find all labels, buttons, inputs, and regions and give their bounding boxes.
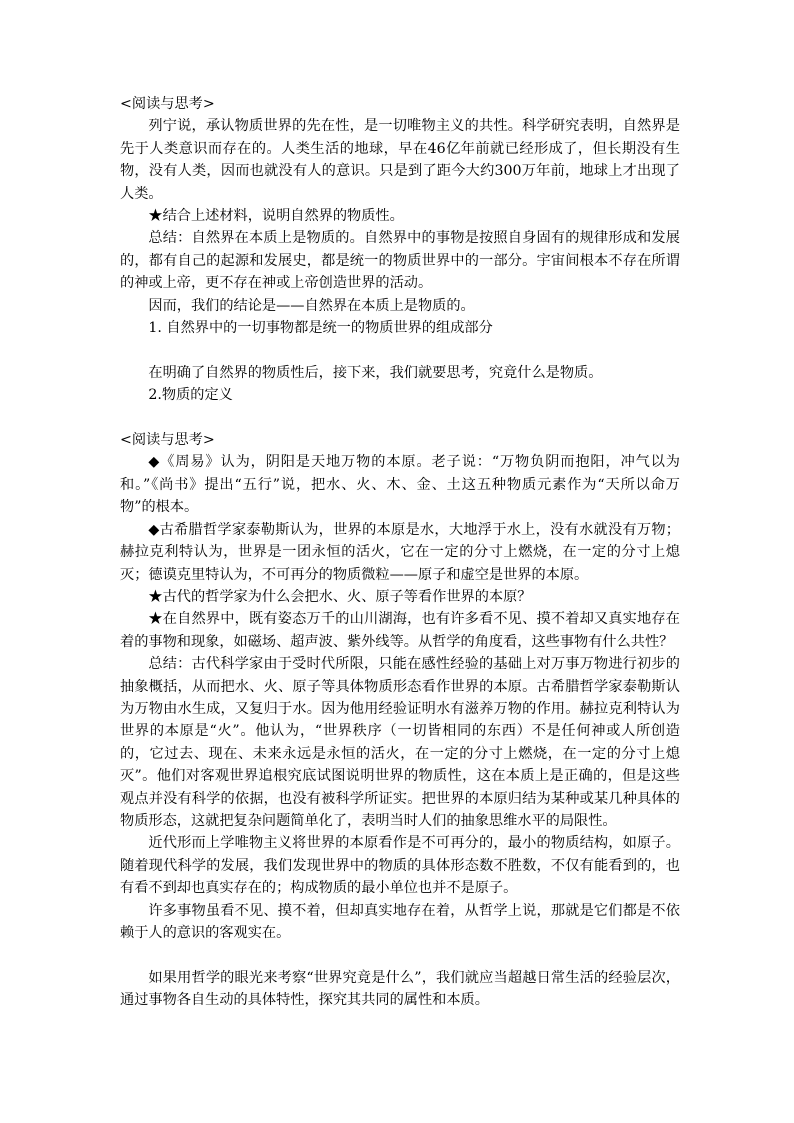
question-ancient-philosophers: ★古代的哲学家为什么会把水、火、原子等看作世界的本原？ — [148, 588, 532, 605]
transition-paragraph: 在明确了自然界的物质性后，接下来，我们就要思考，究竟什么是物质。 — [148, 364, 603, 381]
spacer — [120, 944, 680, 966]
closing-paragraph: 如果用哲学的眼光来考察“世界究竟是什么”，我们就应当超越日常生活的经验层次，通过事物各自生动的具体特性，探究其共同的属性和本质。 — [120, 969, 680, 1009]
paragraph-objective-reality: 许多事物虽看不见、摸不着，但却真实地存在着，从哲学上说，那就是它们都是不依赖于人的意识的客观实在。 — [120, 902, 680, 941]
point-heading-2: 2.物质的定义 — [148, 387, 233, 404]
summary-ancient: 总结：古代科学家由于受时代所限，只能在感性经验的基础上对万事万物进行初步的抽象概括，从而把水、火、原子等具体物质形态看作世界的本原。古希腊哲学家泰勒斯认为万物由水生成，又复归于水。因为他用经验证明水有滋养万物的作用。赫拉克利特认为世界的本原是“火”。他认为，“世界秩序（一切皆相同的东西）不是任何神或人所创造的，它过去、现在、未来永远是永恒的活火，在一定的分寸上燃烧，在一定的分寸上熄灭”。他们对客观世界追根究底试图说明世界的物质性，这在本质上是正确的，但是这些观点并没有科学的依据，也没有被科学所证实。把世界的本原归结为某种或某几种具体的物质形态，这就把复杂问题简单化了，表明当时人们的抽象思维水平的局限性。 — [120, 656, 680, 829]
point-heading-1: 1. 自然界中的一切事物都是统一的物质世界的组成部分 — [148, 320, 493, 337]
bullet-greek-philosophers: ◆古希腊哲学家泰勒斯认为，世界的本原是水，大地浮于水上，没有水就没有万物；赫拉克利特认为，世界是一团永恒的活火，它在一定的分寸上燃烧，在一定的分寸上熄灭；德谟克里特认为，不可再分的物质微粒——原子和虚空是世界的本原。 — [120, 521, 680, 583]
document-page — [120, 93, 680, 1012]
bullet-zhouyi: ◆《周易》认为，阴阳是天地万物的本原。老子说：“万物负阴而抱阳，冲气以为和。”《尚书》提出“五行”说，把水、火、木、金、土这五种物质元素作为“天所以命万物”的根本。 — [120, 454, 680, 516]
paragraph-lenin: 列宁说，承认物质世界的先在性，是一切唯物主义的共性。科学研究表明，自然界是先于人类意识而存在的。人类生活的地球，早在46亿年前就已经形成了，但长期没有生物，没有人类，因而也就没有人的意识。只是到了距今大约300万年前，地球上才出现了人类。 — [120, 118, 680, 202]
question-common-nature: ★在自然界中，既有姿态万千的山川湖海，也有许多看不见、摸不着却又真实地存在着的事物和现象，如磁场、超声波、紫外线等。从哲学的角度看，这些事物有什么共性？ — [120, 611, 680, 650]
paragraph-modern-materialism: 近代形而上学唯物主义将世界的本原看作是不可再分的，最小的物质结构，如原子。随着现代科学的发展，我们发现世界中的物质的具体形态数不胜数，不仅有能看到的，也有看不到却也真实存在的；构成物质的最小单位也并不是原子。 — [120, 835, 680, 897]
section-heading: <阅读与思考> — [120, 96, 215, 112]
section-heading: <阅读与思考> — [120, 432, 215, 449]
spacer — [120, 339, 680, 361]
spacer — [120, 407, 680, 429]
summary-nature: 总结：自然界在本质上是物质的。自然界中的事物是按照自身固有的规律形成和发展的，都有自己的起源和发展史，都是统一的物质世界中的一部分。宇宙间根本不存在所谓的神或上帝，更不存在神或上帝创造世界的活动。 — [120, 230, 680, 292]
conclusion: 因而，我们的结论是——自然界在本质上是物质的。 — [148, 297, 475, 314]
question-nature-materiality: ★结合上述材料，说明自然界的物质性。 — [148, 208, 404, 225]
